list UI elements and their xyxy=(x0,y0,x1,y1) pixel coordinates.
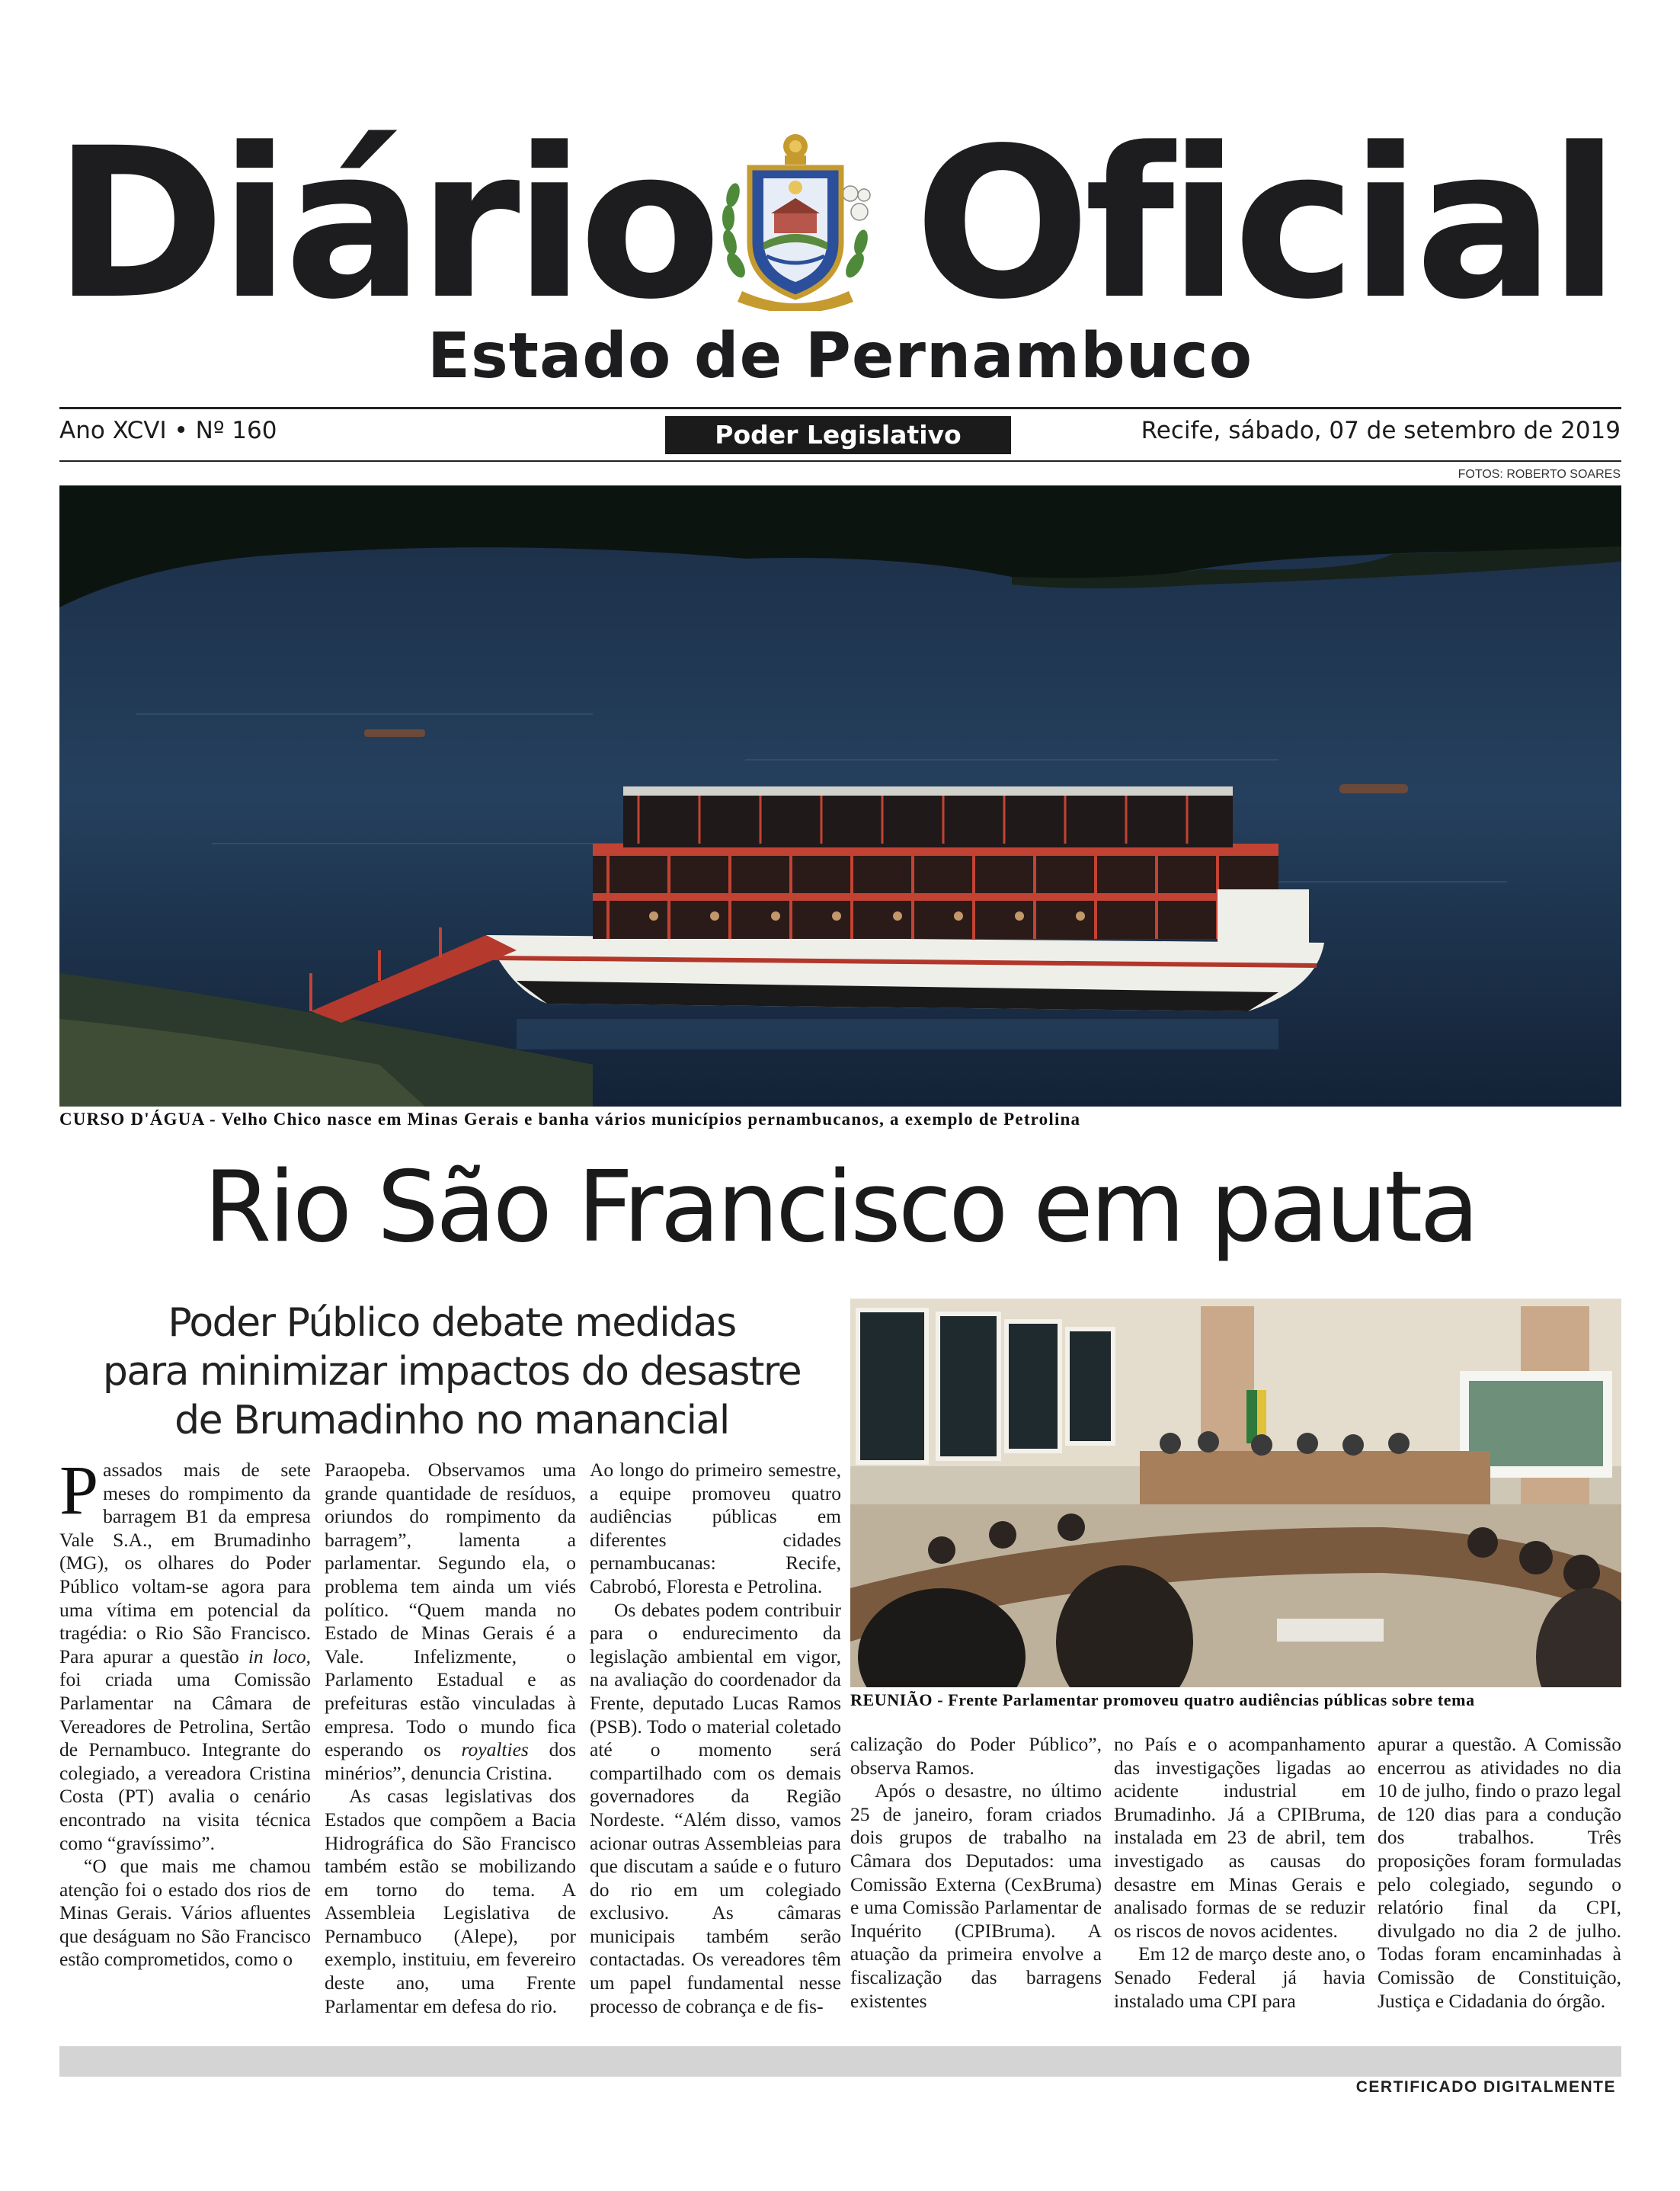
article-deck-line-1: Poder Público debate medidas xyxy=(168,1300,736,1346)
article-column-1 xyxy=(59,1451,311,1972)
caption-text: Frente Parlamentar promoveu quatro audiências públicas sobre tema xyxy=(948,1690,1475,1709)
masthead-subtitle: Estado de Pernambuco xyxy=(427,320,1253,392)
paragraph: As casas legislativas dos Estados que compõem a Bacia Hidrográfica do São Francisco também estão se mobilizando em torno do tema. A Assembleia Legislativa de Pernambuco (Alepe), por exemplo, instituiu, em fevereiro deste ano, uma Frente Parlamentar em defesa do rio. xyxy=(325,1785,576,2017)
article-headline: Rio São Francisco em pauta xyxy=(203,1151,1477,1264)
article-column-2 xyxy=(325,1459,576,2018)
article-deck-line-3: de Brumadinho no manancial xyxy=(174,1398,729,1443)
meeting-photo-parliament-hearing xyxy=(850,1299,1621,1687)
meeting-photo-caption xyxy=(850,1690,1475,1710)
footer-bar xyxy=(59,2046,1621,2077)
digital-certificate-note: CERTIFICADO DIGITALMENTE xyxy=(1355,2078,1616,2096)
main-photo-river-boat xyxy=(59,485,1621,1107)
masthead-rule-top xyxy=(59,407,1621,409)
section-badge: Poder Legislativo xyxy=(665,416,1011,454)
masthead-title-left: Diário xyxy=(53,104,715,345)
article-column-5 xyxy=(1114,1733,1365,2013)
caption-label: REUNIÃO - xyxy=(850,1690,949,1709)
paragraph: Os debates podem contribuir para o endurecimento da legislação ambiental em vigor, na avaliação do coordenador da Frente, deputado Lucas Ramos (PSB). Todo o material coletado até o momento será compartilhado com os demais governadores da Região Nordeste. “Além disso, vamos acionar outras Assembleias para que discutam a saúde e o futuro do rio em um colegiado exclusivo. As câmaras municipais também serão contactadas. Os vereadores têm um papel fundamental nesse processo de cobrança e de fis- xyxy=(590,1598,841,2017)
photo-credit: FOTOS: ROBERTO SOARES xyxy=(1458,468,1621,481)
paragraph: calização do Poder Público”, observa Ramos. xyxy=(850,1733,1102,1779)
main-photo-caption xyxy=(59,1110,1080,1129)
issue-number: Ano XCVI • Nº 160 xyxy=(59,417,277,444)
caption-text: Velho Chico nasce em Minas Gerais e banha vários municípios pernambucanos, a exemplo de Petrolina xyxy=(221,1110,1081,1129)
paragraph: Após o desastre, no último 25 de janeiro, foram criados dois grupos de trabalho na Câmara dos Deputados: uma Comissão Externa (CexBruma) e uma Comissão Parlamentar de Inquérito (CPIBruma). A atuação da primeira envolve a fiscalização das barragens existentes xyxy=(850,1779,1102,2012)
article-column-3 xyxy=(590,1459,841,2018)
paragraph: apurar a questão. A Comissão encerrou as atividades no dia 10 de julho, findo o prazo legal de 120 dias para a condução dos trabalhos. Três proposições foram formuladas pelo colegiado, segundo o relatório final da CPI, divulgado no dia 2 de julho. Todas foram encaminhadas à Comissão de Constituição, Justiça e Cidadania do órgão. xyxy=(1378,1733,1621,2012)
paragraph: “O que mais me chamou atenção foi o estado dos rios de Minas Gerais. Vários afluentes que deságuam no São Francisco estão comprometidos, como o xyxy=(59,1855,311,1971)
state-coat-of-arms-icon xyxy=(719,128,872,311)
caption-label: CURSO D'ÁGUA - xyxy=(59,1110,222,1129)
masthead-rule-bottom xyxy=(59,460,1621,462)
article-column-6 xyxy=(1378,1733,1621,2013)
paragraph: Em 12 de março deste ano, o Senado Federal já havia instalado uma CPI para xyxy=(1114,1943,1365,2012)
dateline: Recife, sábado, 07 de setembro de 2019 xyxy=(1141,417,1621,444)
article-deck-line-2: para minimizar impactos do desastre xyxy=(102,1349,802,1395)
paragraph xyxy=(325,1459,576,1785)
italic-term: in loco xyxy=(248,1645,306,1667)
paragraph-text: assados mais de sete meses do rompimento da barragem B1 da empresa Vale S.A., em Brumadinho (MG), os olhares do Poder Público voltam-se agora para uma vítima em potencial da tragédia: o Rio São Francisco. Para apurar a questão xyxy=(59,1459,311,1667)
paragraph-text: dos minérios”, denuncia Cristina. xyxy=(325,1738,576,1784)
drop-cap: P xyxy=(59,1451,99,1529)
paragraph: no País e o acompanhamento das investigações ligadas ao acidente industrial em Brumadinho. Já a CPIBruma, instalada em 23 de abril, tem investigado as causas do desastre em Minas Gerais e analisado formas de se reduzir os riscos de novos acidentes. xyxy=(1114,1733,1365,1942)
article-column-4 xyxy=(850,1733,1102,2013)
paragraph-text: Paraopeba. Observamos uma grande quantidade de resíduos, oriundos do rompimento da barragem”, lamenta a parlamentar. Segundo ela, o problema tem ainda um viés político. “Quem manda no Estado de Minas Gerais é a Vale. Infelizmente, o Parlamento Estadual e as prefeituras estão vinculadas à empresa. Todo o mundo fica esperando os xyxy=(325,1459,576,1761)
paragraph xyxy=(59,1451,311,1855)
paragraph: Ao longo do primeiro semestre, a equipe promoveu quatro audiências públicas em diferentes cidades pernambucanas: Recife, Cabrobó, Floresta e Petrolina. xyxy=(590,1459,841,1597)
masthead-title-right: Oficial xyxy=(914,104,1614,345)
paragraph-text: , foi criada uma Comissão Parlamentar na Câmara de Vereadores de Petrolina, Sertão de Pernambuco. Integrante do colegiado, a vereadora Cristina Costa (PT) avalia o cenário encontrado na visita técnica como “gravíssimo”. xyxy=(59,1645,311,1854)
italic-term: royalties xyxy=(461,1738,529,1761)
